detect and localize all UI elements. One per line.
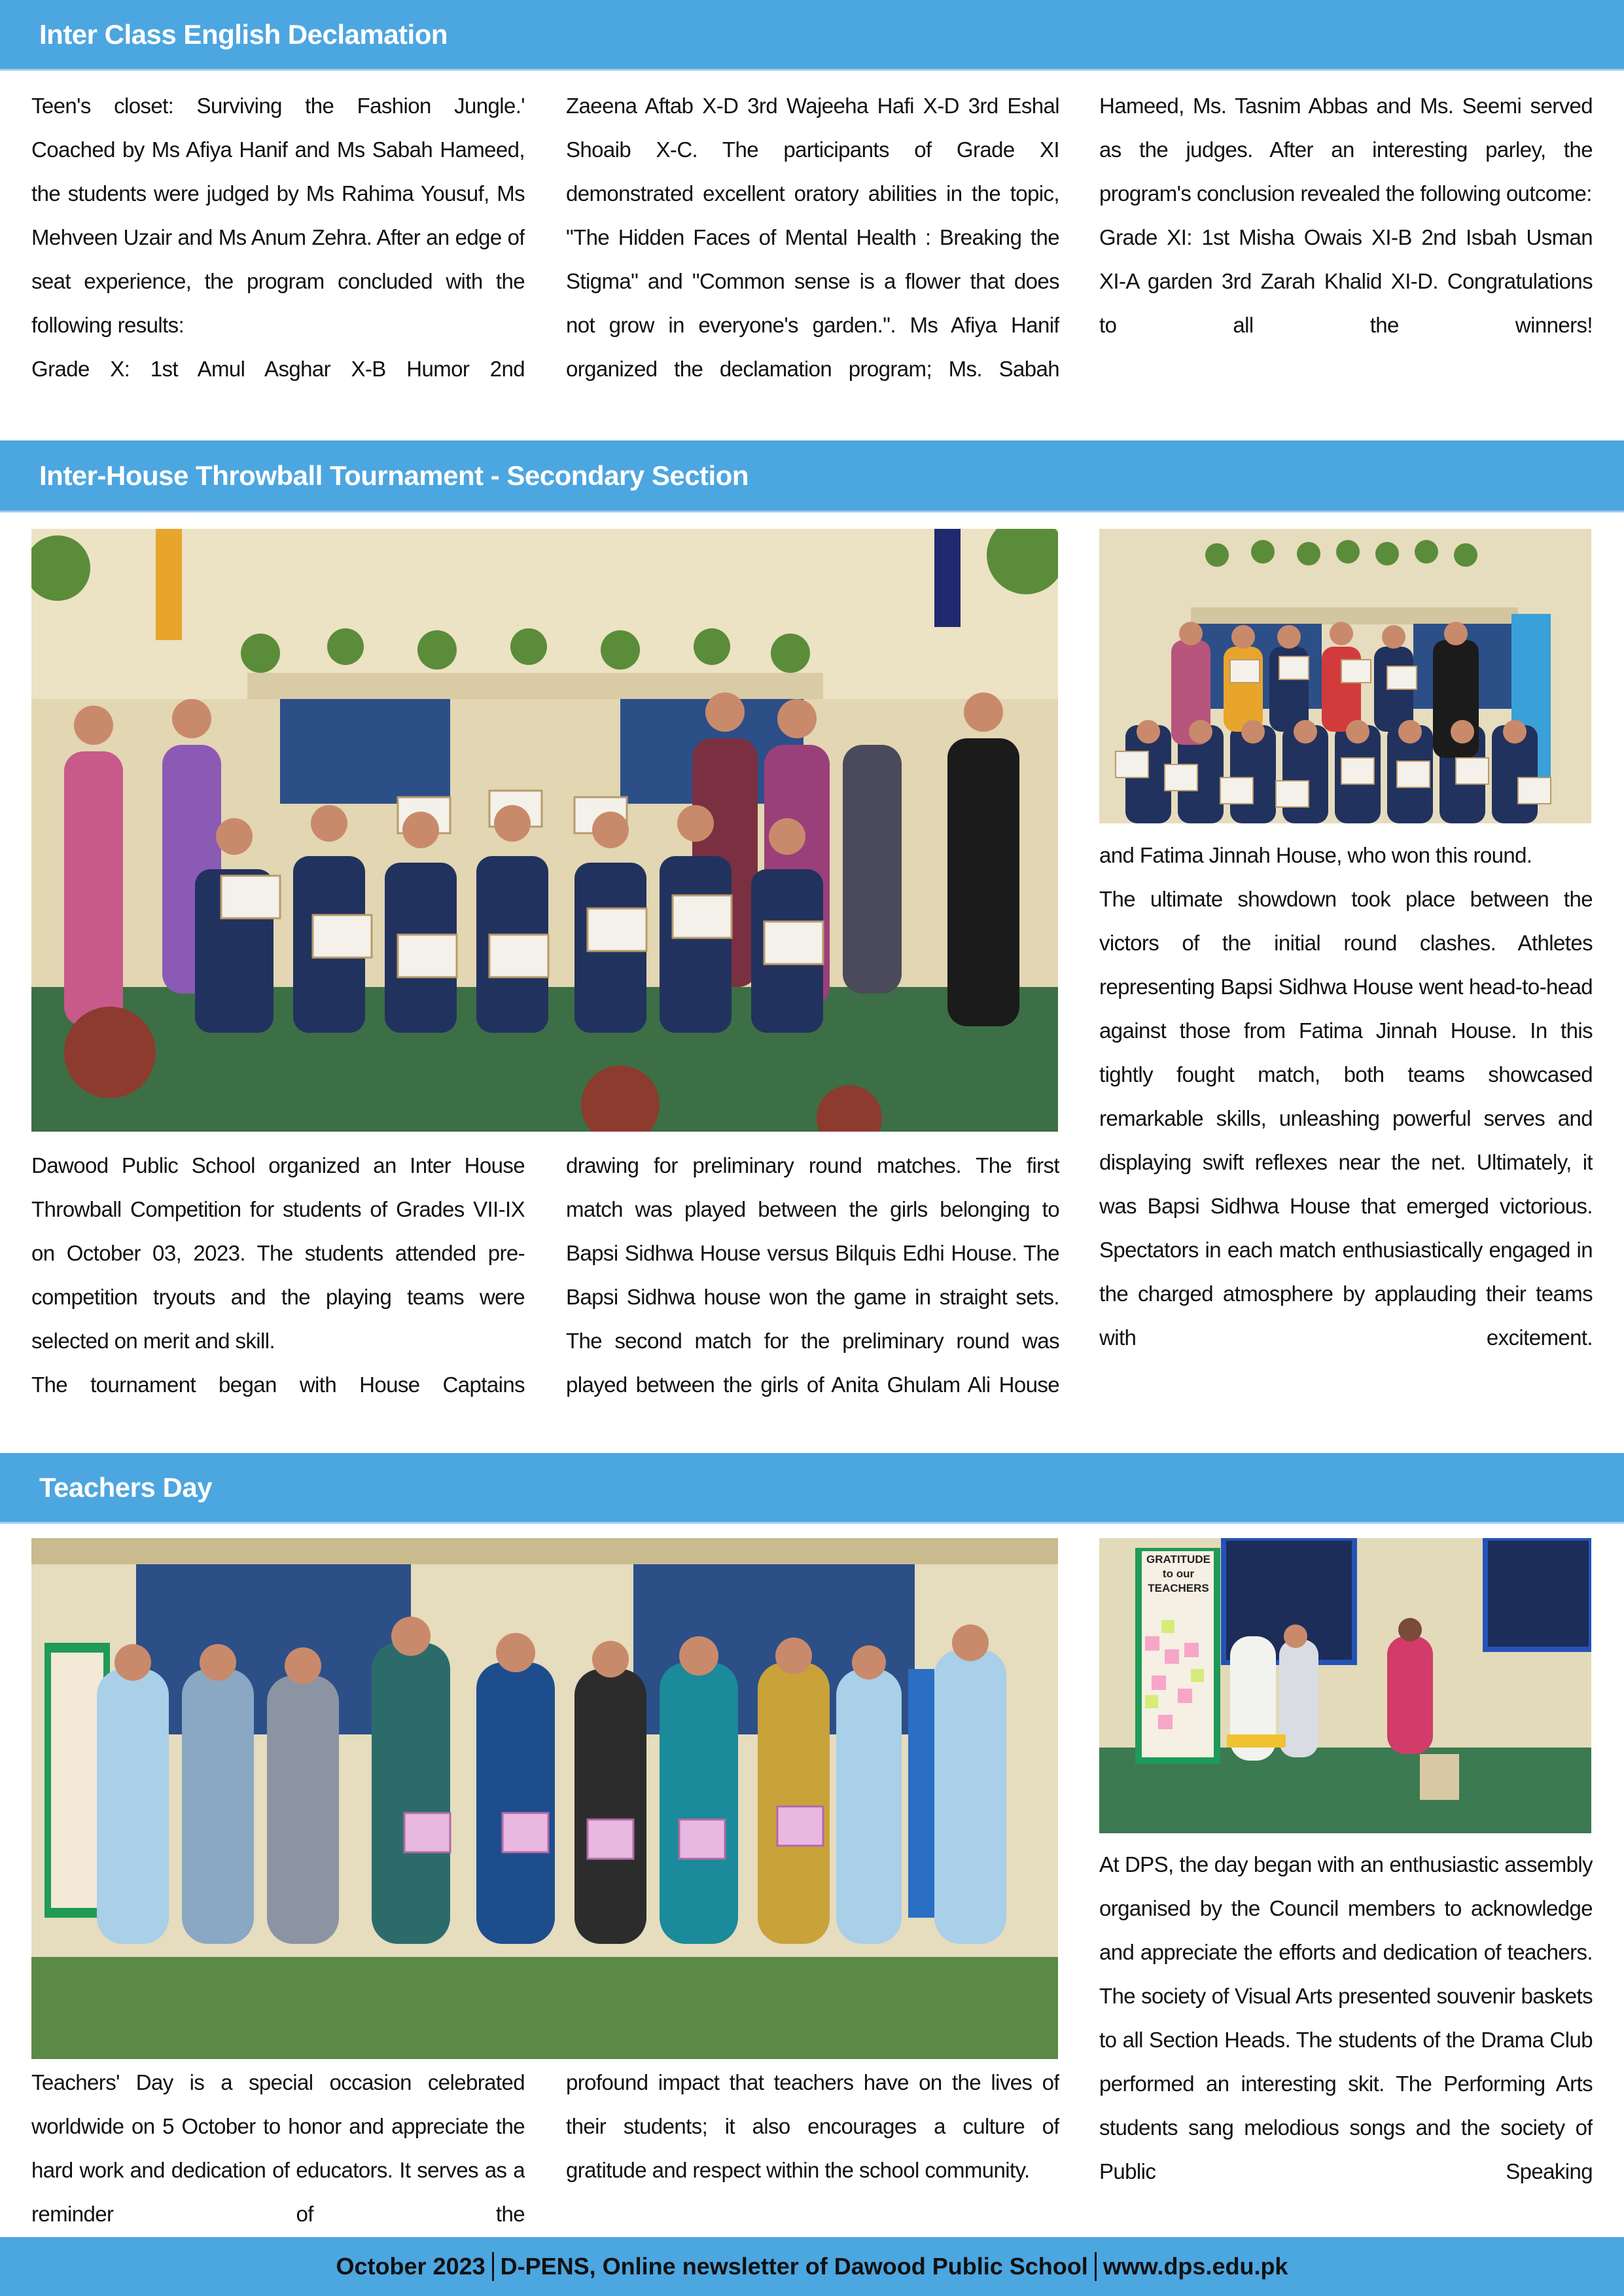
newsletter-footer bbox=[0, 2237, 1624, 2296]
teachers-day-skit-photo bbox=[1099, 1538, 1591, 1833]
throwball-column-1 bbox=[31, 1143, 525, 1451]
photo-illustration bbox=[1099, 529, 1591, 823]
declamation-column-1 bbox=[31, 84, 525, 439]
footer-issue-date: October 2023 bbox=[336, 2253, 485, 2280]
paragraph: Grade X: 1st Amul Asghar X-B Humor 2nd bbox=[31, 357, 525, 381]
section-title: Inter Class English Declamation bbox=[39, 18, 448, 50]
paragraph: Hameed, Ms. Tasnim Abbas and Ms. Seemi served as the judges. After an interesting parley, the program's conclusion revealed the following outcome: bbox=[1099, 94, 1593, 206]
gratitude-board-text: GRATITUDE to our TEACHERS bbox=[1146, 1553, 1210, 1594]
paragraph: The tournament began with House Captains bbox=[31, 1372, 525, 1397]
teachers-day-column-2 bbox=[566, 2060, 1059, 2236]
throwball-column-2 bbox=[566, 1143, 1059, 1451]
paragraph: drawing for preliminary round matches. The first match was played between the girls belonging to Bapsi Sidhwa House versus Bilquis Edhi House. The Bapsi Sidhwa house won the game in straight sets. The second match for the preliminary round was played between the girls of Anita Ghulam Ali House bbox=[566, 1153, 1059, 1397]
section-title: Teachers Day bbox=[39, 1471, 213, 1503]
paragraph: At DPS, the day began with an enthusiastic assembly organised by the Council members to acknowledge and appreciate the efforts and dedication of teachers. The society of Visual Arts presented souvenir baskets to all Section Heads. The students of the Drama Club performed an interesting skit. The Performing Arts students sang melodious songs and the society of Public Speaking bbox=[1099, 1852, 1593, 2183]
declamation-column-2 bbox=[566, 84, 1059, 439]
throwball-group-photo bbox=[31, 529, 1058, 1132]
footer-website-link[interactable]: www.dps.edu.pk bbox=[1103, 2253, 1288, 2280]
paragraph: Teen's closet: Surviving the Fashion Jungle.' Coached by Ms Afiya Hanif and Ms Sabah Hameed, the students were judged by Ms Rahima Yousuf, Ms Mehveen Uzair and Ms Anum Zehra. After an edge of seat experience, the program concluded with the following results: bbox=[31, 94, 525, 337]
paragraph: and Fatima Jinnah House, who won this round. bbox=[1099, 843, 1532, 867]
footer-divider bbox=[1095, 2252, 1097, 2281]
photo-illustration bbox=[31, 529, 1058, 1132]
declamation-column-3 bbox=[1099, 84, 1593, 439]
section-title: Inter-House Throwball Tournament - Secondary Section bbox=[39, 459, 749, 491]
teachers-day-column-3 bbox=[1099, 1842, 1593, 2236]
teachers-day-group-photo bbox=[31, 1538, 1058, 2059]
footer-divider bbox=[492, 2252, 494, 2281]
throwball-column-3 bbox=[1099, 833, 1593, 1451]
photo-illustration bbox=[31, 1538, 1058, 2059]
paragraph: Zaeena Aftab X-D 3rd Wajeeha Hafi X-D 3rd Eshal Shoaib X-C. The participants of Grade XI demonstrated excellent oratory abilities in the topic, "The Hidden Faces of Mental Health : Breaking the Stigma" and "Common sense is a flower that does not grow in everyone's garden.". Ms Afiya Hanif organized the declamation program; Ms. Sabah bbox=[566, 94, 1059, 381]
paragraph: profound impact that teachers have on the lives of their students; it also encourages a culture of gratitude and respect within the school community. bbox=[566, 2070, 1059, 2182]
paragraph: The ultimate showdown took place between the victors of the initial round clashes. Athletes representing Bapsi Sidhwa House went head-to-head against those from Fatima Jinnah House. In this tightly fought match, both teams showcased remarkable skills, unleashing powerful serves and displaying swift reflexes near the net. Ultimately, it was Bapsi Sidhwa House that emerged victorious. Spectators in each match enthusiastically engaged in the charged atmosphere by applauding their teams with excitement. bbox=[1099, 887, 1593, 1350]
section-header-throwball bbox=[0, 440, 1624, 512]
paragraph: Dawood Public School organized an Inter House Throwball Competition for students of Grades VII-IX on October 03, 2023. The students attended pre-competition tryouts and the playing teams were selected on merit and skill. bbox=[31, 1153, 525, 1353]
section-header-declamation bbox=[0, 0, 1624, 71]
paragraph: Teachers' Day is a special occasion celebrated worldwide on 5 October to honor and appreciate the hard work and dedication of educators. It serves as a reminder of the bbox=[31, 2070, 525, 2226]
throwball-team-photo bbox=[1099, 529, 1591, 823]
section-header-teachers-day bbox=[0, 1453, 1624, 1524]
paragraph: Grade XI: 1st Misha Owais XI-B 2nd Isbah Usman XI-A garden 3rd Zarah Khalid XI-D. Congratulations to all the winners! bbox=[1099, 225, 1593, 337]
footer-publication-name: D-PENS, Online newsletter of Dawood Public School bbox=[500, 2253, 1088, 2280]
teachers-day-column-1 bbox=[31, 2060, 525, 2236]
